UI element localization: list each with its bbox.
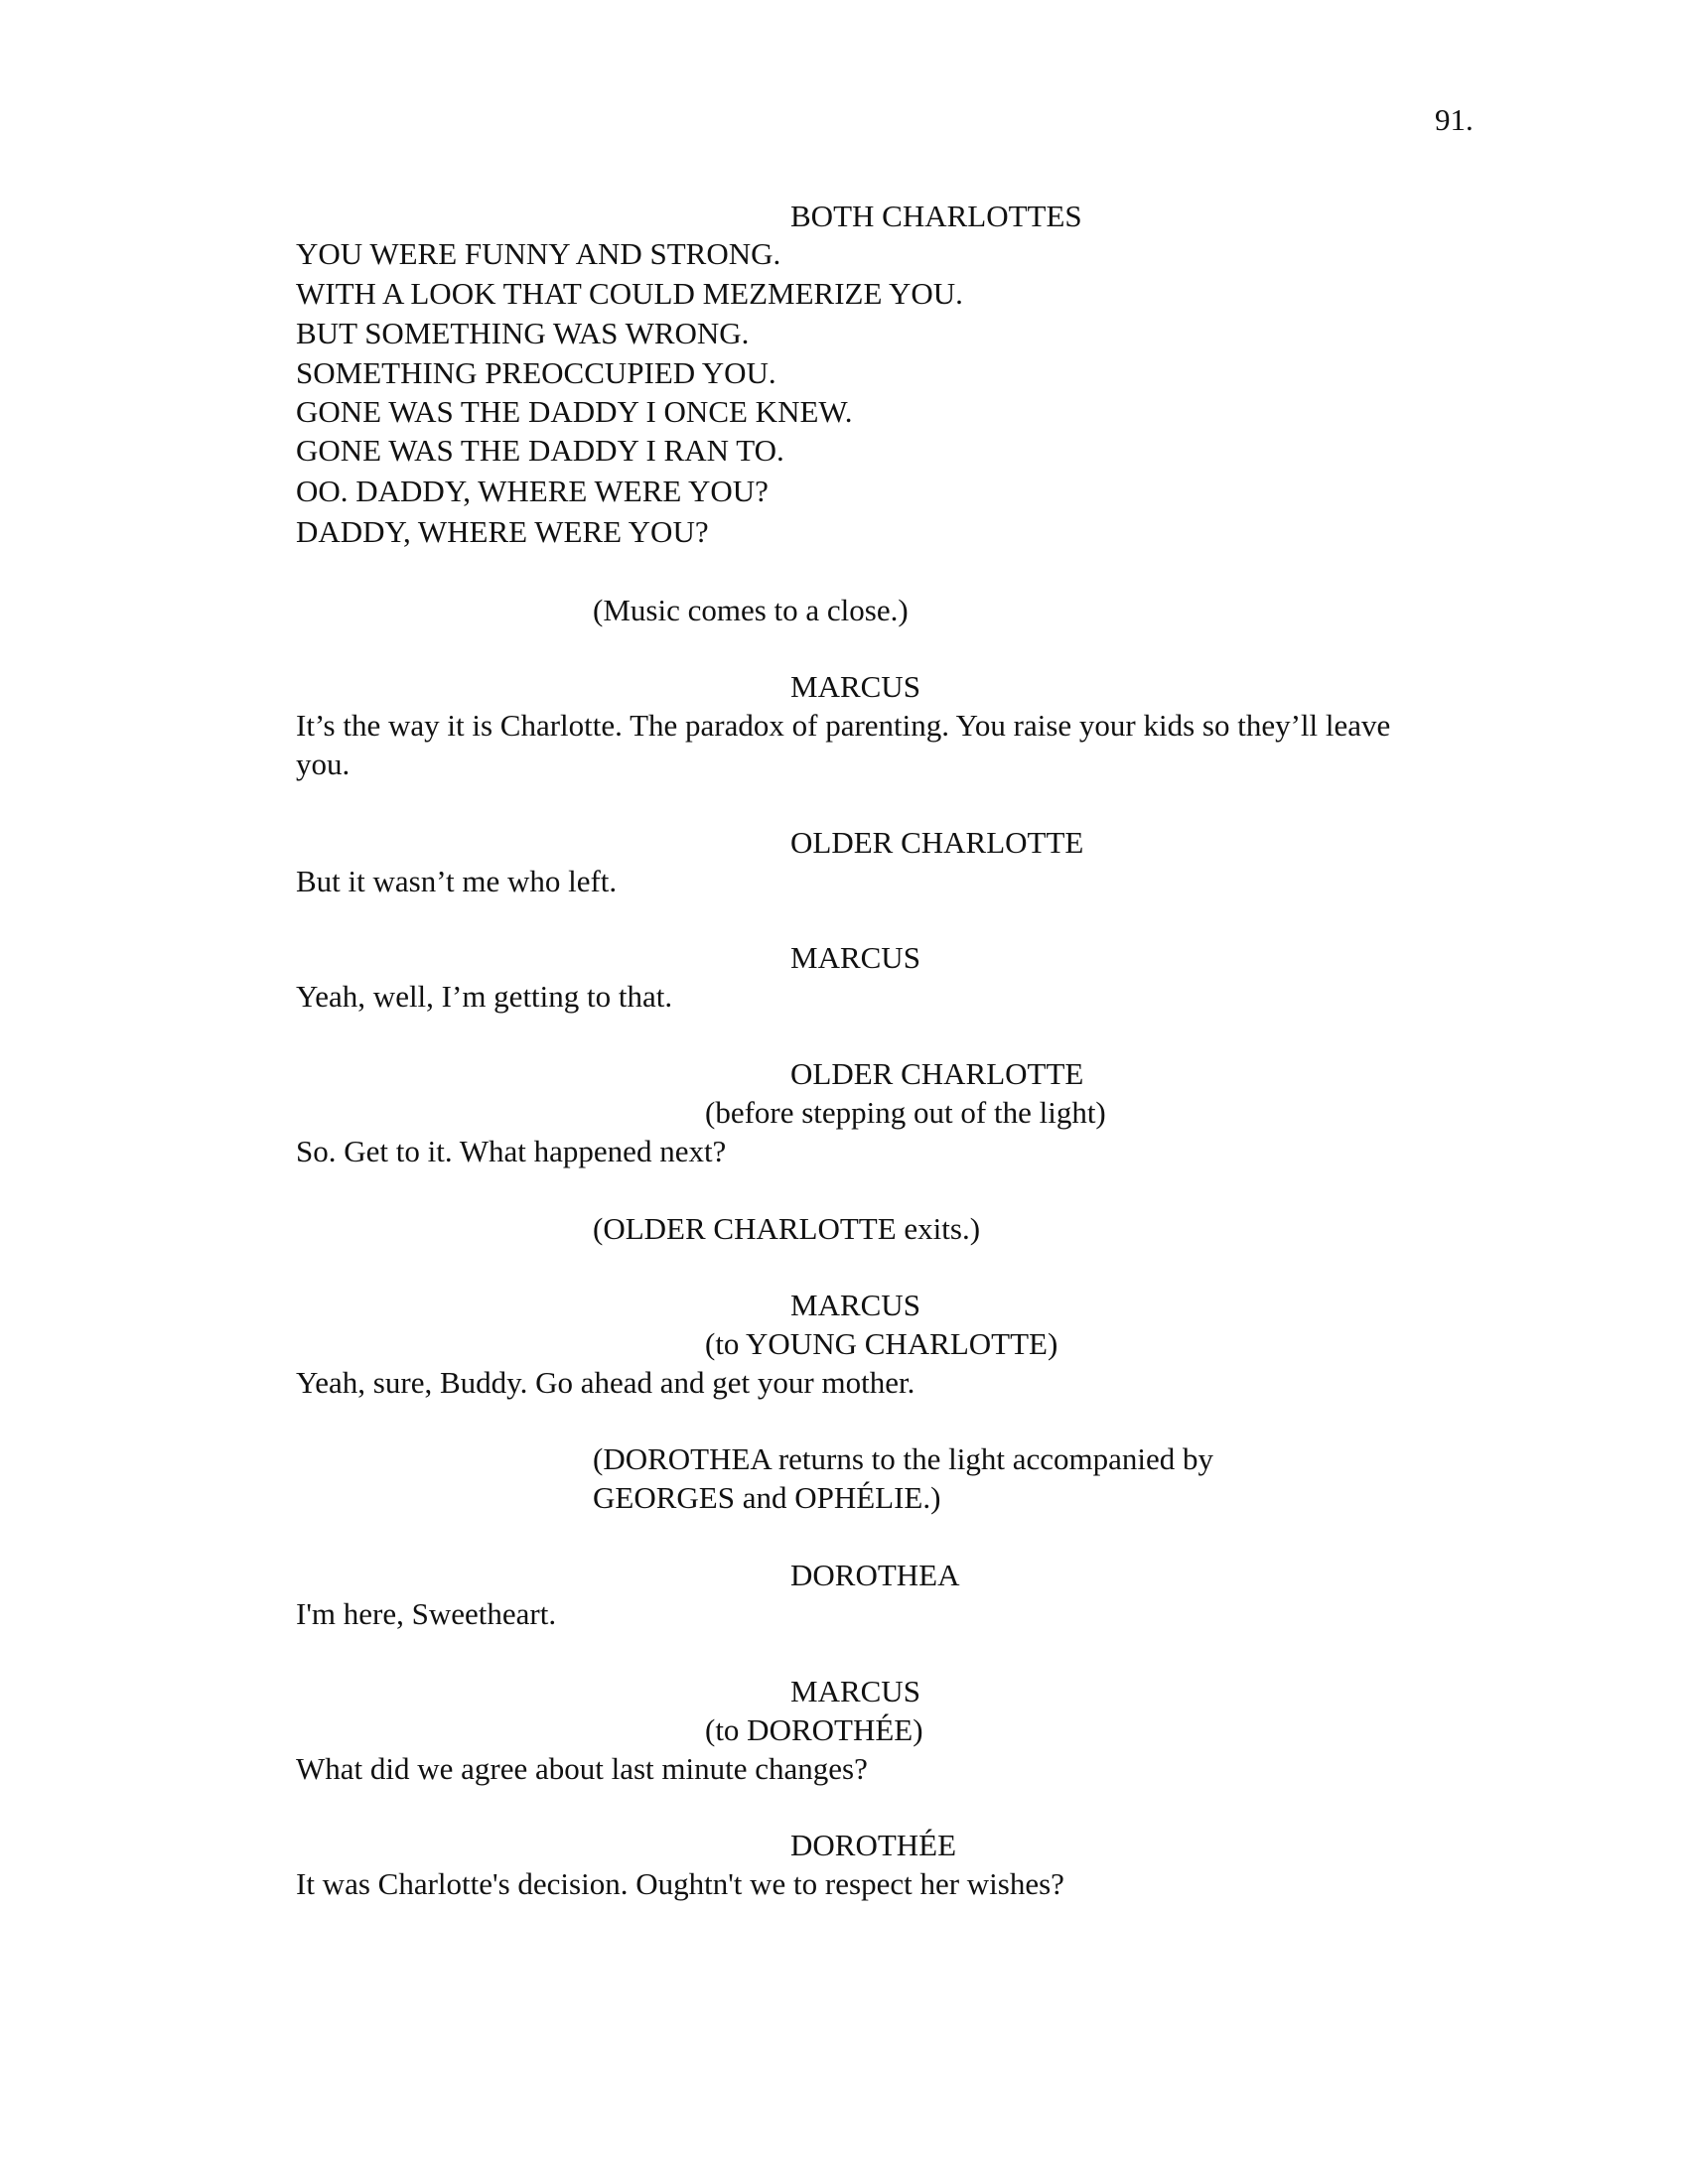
character-cue: DOROTHEA: [790, 1558, 960, 1592]
page-number: 91.: [1435, 102, 1474, 137]
dialogue-line: OO. DADDY, WHERE WERE YOU?: [296, 474, 769, 508]
parenthetical: (before stepping out of the light): [705, 1095, 1106, 1130]
dialogue-line: But it wasn’t me who left.: [296, 864, 618, 898]
dialogue-line: What did we agree about last minute changes?: [296, 1751, 868, 1786]
character-cue: MARCUS: [790, 1288, 920, 1322]
character-cue: BOTH CHARLOTTES: [790, 199, 1082, 233]
stage-direction: GEORGES and OPHÉLIE.): [593, 1480, 941, 1515]
dialogue-line: SOMETHING PREOCCUPIED YOU.: [296, 355, 776, 390]
dialogue-line: Yeah, well, I’m getting to that.: [296, 979, 673, 1014]
dialogue-line: So. Get to it. What happened next?: [296, 1134, 727, 1168]
character-cue: MARCUS: [790, 1674, 920, 1708]
character-cue: OLDER CHARLOTTE: [790, 1056, 1084, 1091]
stage-direction: (Music comes to a close.): [593, 593, 909, 627]
dialogue-line: DADDY, WHERE WERE YOU?: [296, 514, 709, 549]
dialogue-line: GONE WAS THE DADDY I RAN TO.: [296, 433, 784, 468]
stage-direction: (DOROTHEA returns to the light accompanied by: [593, 1441, 1214, 1476]
parenthetical: (to DOROTHÉE): [705, 1712, 923, 1747]
character-cue: MARCUS: [790, 940, 920, 975]
character-cue: MARCUS: [790, 669, 920, 704]
dialogue-line: Yeah, sure, Buddy. Go ahead and get your mother.: [296, 1365, 915, 1400]
dialogue-line: BUT SOMETHING WAS WRONG.: [296, 316, 750, 350]
parenthetical: (to YOUNG CHARLOTTE): [705, 1326, 1058, 1361]
character-cue: DOROTHÉE: [790, 1828, 957, 1862]
stage-direction: (OLDER CHARLOTTE exits.): [593, 1211, 981, 1246]
dialogue-line: you.: [296, 747, 351, 781]
dialogue-line: WITH A LOOK THAT COULD MEZMERIZE YOU.: [296, 276, 963, 311]
character-cue: OLDER CHARLOTTE: [790, 825, 1084, 860]
dialogue-line: I'm here, Sweetheart.: [296, 1596, 557, 1631]
dialogue-line: It’s the way it is Charlotte. The paradox of parenting. You raise your kids so they’ll leave: [296, 708, 1391, 743]
dialogue-line: It was Charlotte's decision. Oughtn't we to respect her wishes?: [296, 1866, 1064, 1901]
dialogue-line: GONE WAS THE DADDY I ONCE KNEW.: [296, 394, 853, 429]
dialogue-line: YOU WERE FUNNY AND STRONG.: [296, 236, 781, 271]
